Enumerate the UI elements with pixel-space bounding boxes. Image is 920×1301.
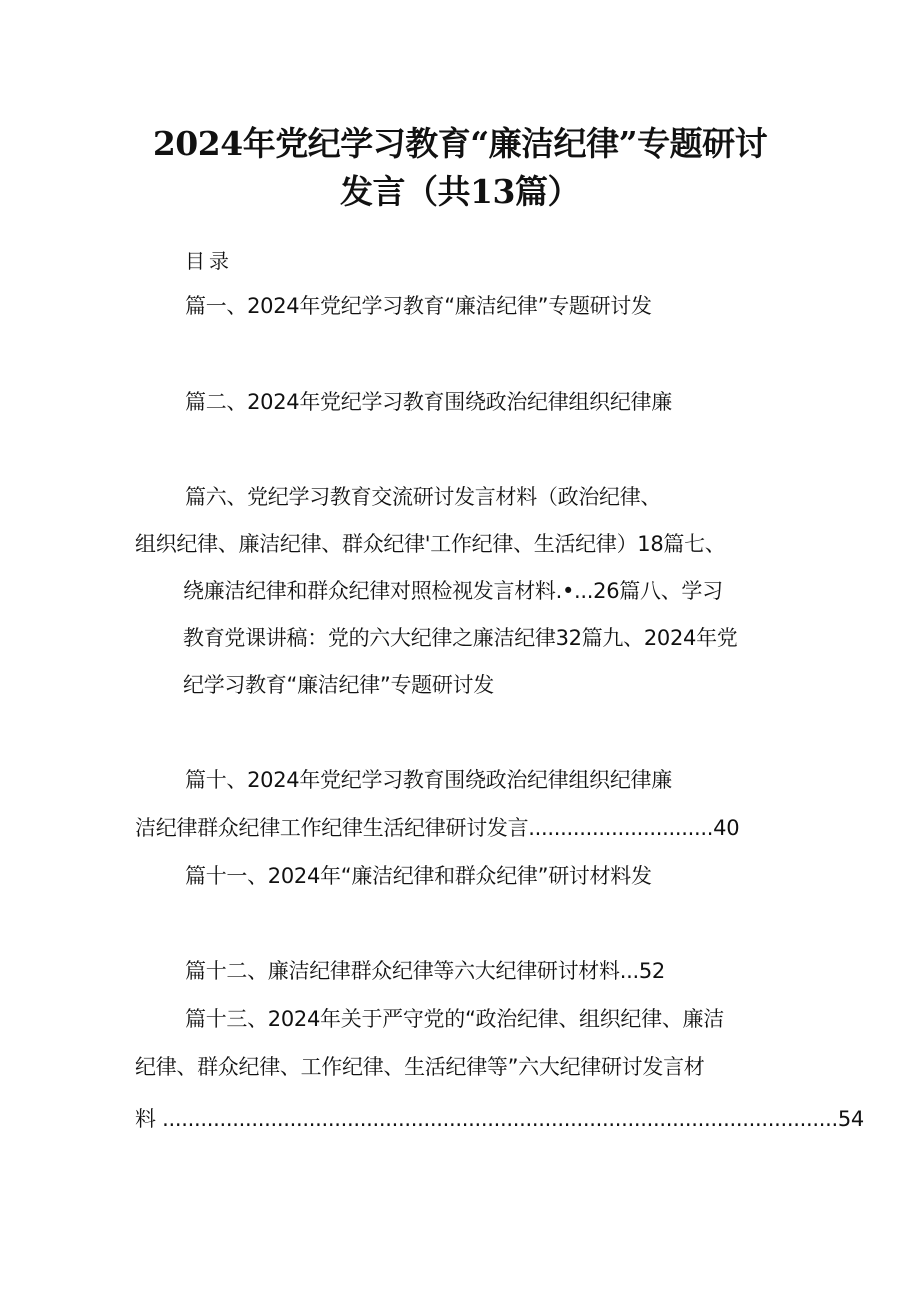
toc-line: 篇二、2024年党纪学习教育围绕政治纪律组织纪律廉 bbox=[185, 390, 672, 414]
toc-line: 绕廉洁纪律和群众纪律对照检视发言材料.•...26篇八、学习 bbox=[183, 579, 723, 603]
toc-line: 篇一、2024年党纪学习教育“廉洁纪律”专题研讨发 bbox=[185, 294, 652, 318]
toc-line: 纪学习教育“廉洁纪律”专题研讨发 bbox=[183, 673, 494, 697]
toc-line: 料 ..........................................................................................................54 bbox=[135, 1107, 864, 1131]
toc-line: 洁纪律群众纪律工作纪律生活纪律研讨发言.............................40 bbox=[135, 816, 740, 840]
toc-line: 篇十、2024年党纪学习教育围绕政治纪律组织纪律廉 bbox=[185, 768, 672, 792]
toc-line: 纪律、群众纪律、工作纪律、生活纪律等”六大纪律研讨发言材 bbox=[135, 1055, 705, 1079]
toc-line: 篇十三、2024年关于严守党的“政治纪律、组织纪律、廉洁 bbox=[185, 1007, 724, 1031]
document-title-line-2: 发言（共13篇） bbox=[340, 172, 580, 211]
toc-line: 篇十二、廉洁纪律群众纪律等六大纪律研讨材料...52 bbox=[185, 959, 665, 983]
toc-line: 教育党课讲稿：党的六大纪律之廉洁纪律32篇九、2024年党 bbox=[183, 626, 738, 650]
document-title-line-1: 2024年党纪学习教育“廉洁纪律”专题研讨 bbox=[152, 124, 768, 163]
toc-line: 篇六、党纪学习教育交流研讨发言材料（政治纪律、 bbox=[185, 485, 662, 509]
toc-line: 篇十一、2024年“廉洁纪律和群众纪律”研讨材料发 bbox=[185, 864, 652, 888]
toc-heading: 目录 bbox=[185, 249, 233, 273]
toc-line: 组织纪律、廉洁纪律、群众纪律'工作纪律、生活纪律）18篇七、 bbox=[135, 532, 726, 556]
